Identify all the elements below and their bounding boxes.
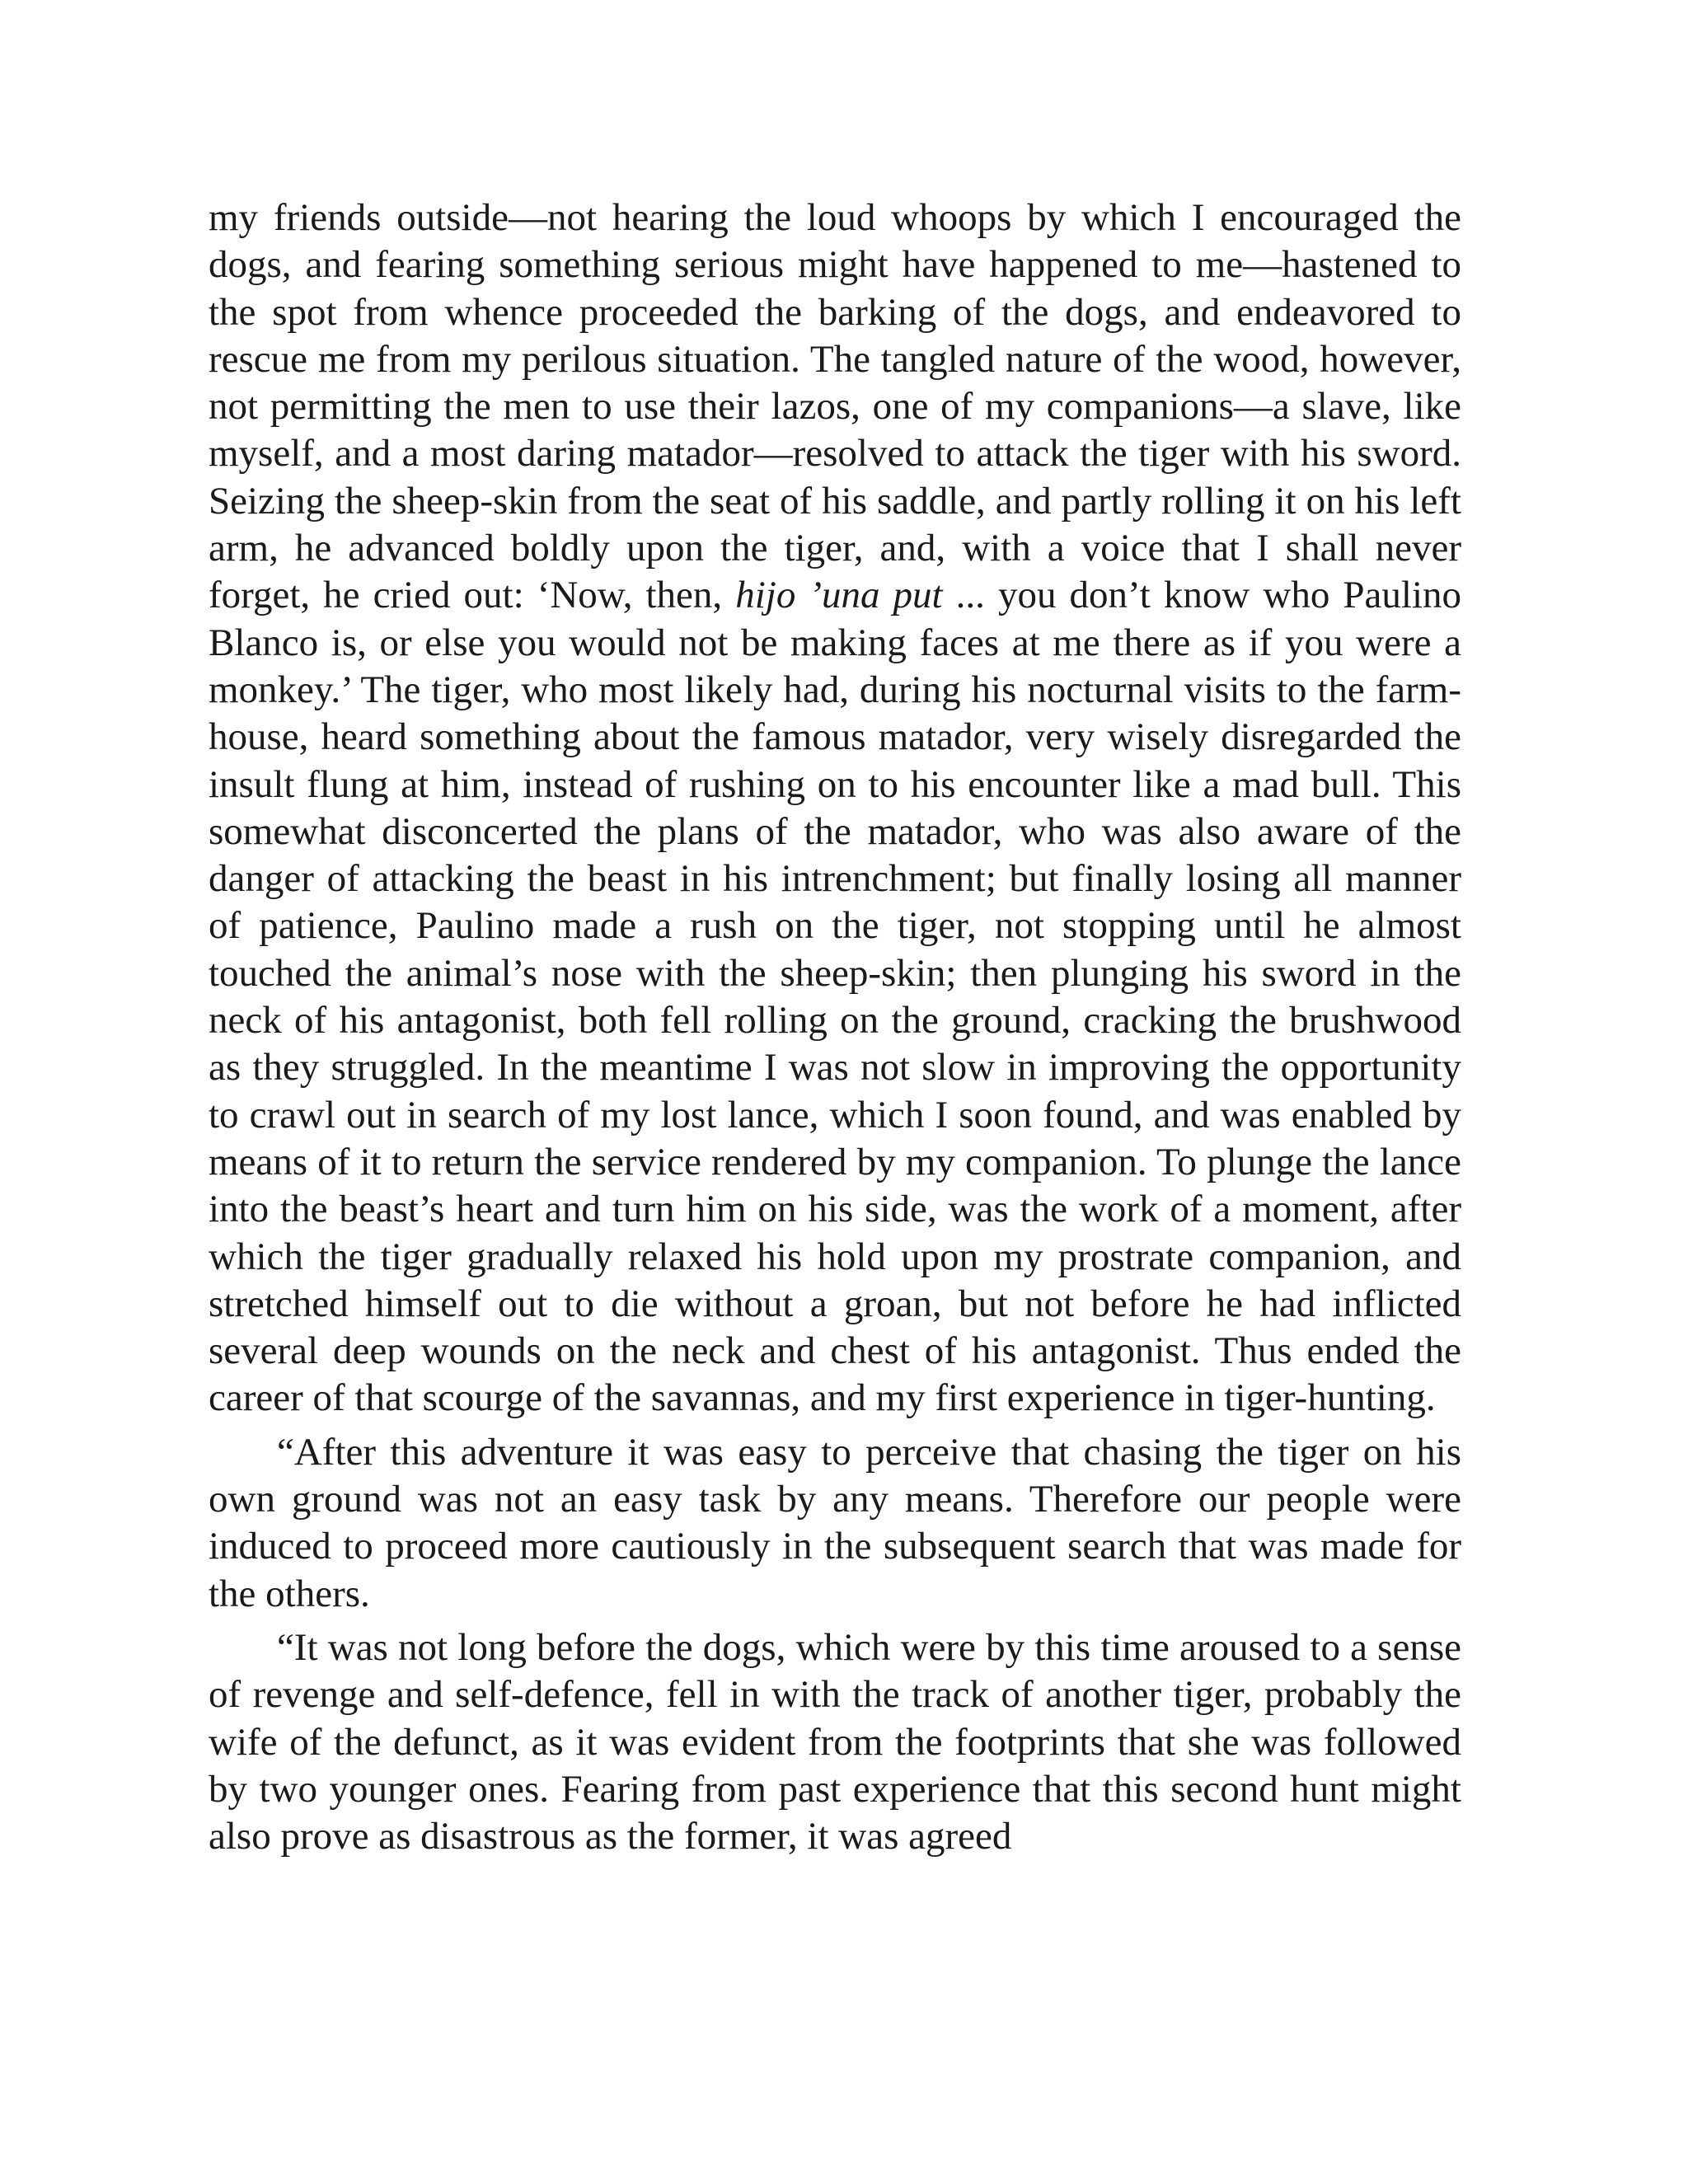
paragraph-2 (209, 1429, 1461, 1618)
paragraph-3-text: “It was not long before the dogs, which were by this time aroused to a sense of revenge and self-defence, fell in with the track of another tiger, probably the wife of the defunct, as it was evident from the footprints that she was followed by two younger ones. Fearing from past experience that this second hunt might also prove as disastrous as the former, it was agreed (209, 1625, 1461, 1858)
paragraph-3 (209, 1624, 1461, 1860)
paragraph-1-italic-phrase: hijo ’una put (735, 574, 943, 617)
document-page (209, 194, 1461, 1860)
paragraph-1 (209, 194, 1461, 1422)
paragraph-1-text: my friends outside—not hearing the loud whoops by which I encouraged the dogs, and fearing something serious might have happened to me—hastened to the spot from whence proceeded the barking of the dogs, and endeavored to rescue me from my perilous situation. The tangled nature of the wood, however, not permitting the men to use their lazos, one of my companions—a slave, like myself, and a most daring matador—resolved to attack the tiger with his sword. Seizing the sheep-skin from the seat of his saddle, and partly rolling it on his left arm, he advanced boldly upon the tiger, and, with a voice that I shall never forget, he cried out: ‘Now, then, (209, 196, 1461, 617)
paragraph-1-text-continued: ... you don’t know who Paulino Blanco is, or else you would not be making faces at me there as if you were a monkey.’ The tiger, who most likely had, during his nocturnal visits to the farm-house, heard something about the famous matador, very wisely disregarded the insult flung at him, instead of rushing on to his encounter like a mad bull. This somewhat disconcerted the plans of the matador, who was also aware of the danger of attacking the beast in his intrenchment; but finally losing all manner of patience, Paulino made a rush on the tiger, not stopping until he almost touched the animal’s nose with the sheep-skin; then plunging his sword in the neck of his antagonist, both fell rolling on the ground, cracking the brushwood as they struggled. In the meantime I was not slow in improving the opportunity to crawl out in search of my lost lance, which I soon found, and was enabled by means of it to return the service rendered by my companion. To plunge the lance into the beast’s heart and turn him on his side, was the work of a moment, after which the tiger gradually relaxed his hold upon my prostrate companion, and stretched himself out to die without a groan, but not before he had inflicted several deep wounds on the neck and chest of his antagonist. Thus ended the career of that scourge of the savannas, and my first experience in tiger-hunting. (209, 574, 1461, 1420)
paragraph-2-text: “After this adventure it was easy to perceive that chasing the tiger on his own ground was not an easy task by any means. Therefore our people were induced to proceed more cautiously in the subsequent search that was made for the others. (209, 1430, 1461, 1615)
